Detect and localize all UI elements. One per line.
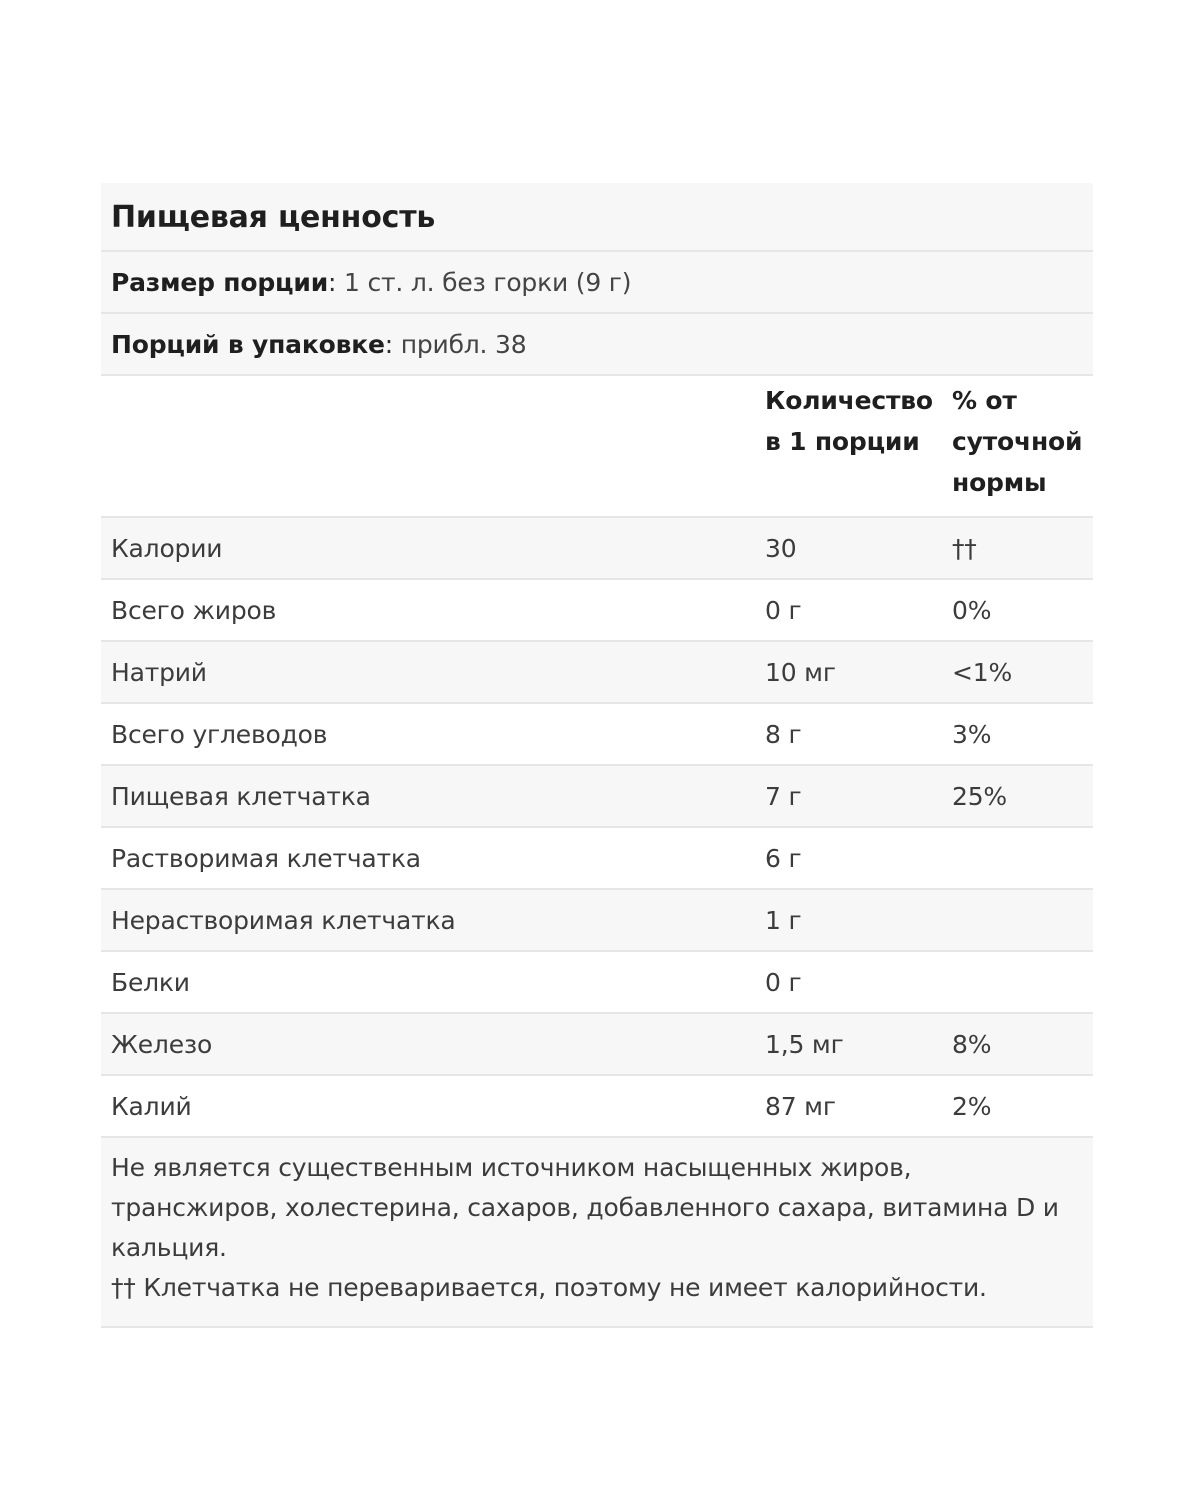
nutrient-daily-value: 0% bbox=[952, 595, 992, 625]
table-row bbox=[101, 1076, 1093, 1138]
serving-size-label: Размер порции bbox=[111, 267, 329, 297]
nutrient-daily-value: 8% bbox=[952, 1029, 992, 1059]
table-row bbox=[101, 890, 1093, 952]
table-row bbox=[101, 766, 1093, 828]
nutrient-name: Железо bbox=[111, 1029, 213, 1059]
column-header-amount: Количество в 1 порции bbox=[765, 386, 933, 456]
nutrient-amount: 30 bbox=[765, 533, 797, 563]
nutrient-amount: 0 г bbox=[765, 595, 802, 625]
footnote-block bbox=[101, 1138, 1093, 1328]
nutrient-amount: 8 г bbox=[765, 719, 802, 749]
serving-size-row: Размер порции : 1 ст. л. без горки (9 г) bbox=[101, 252, 1093, 314]
nutrition-facts-table bbox=[101, 183, 1093, 1328]
servings-per-container-value: прибл. 38 bbox=[400, 329, 527, 359]
nutrient-daily-value: 25% bbox=[952, 781, 1007, 811]
table-row bbox=[101, 1014, 1093, 1076]
nutrient-daily-value: 3% bbox=[952, 719, 992, 749]
nutrient-name: Растворимая клетчатка bbox=[111, 843, 421, 873]
nutrient-daily-value: †† bbox=[952, 533, 977, 563]
servings-per-container-label: Порций в упаковке bbox=[111, 329, 385, 359]
footnote-not-significant-source: Не является существенным источником насыщенных жиров, трансжиров, холестерина, сахаров, добавленного сахара, витамина D и кальция. bbox=[111, 1153, 1059, 1262]
table-row bbox=[101, 952, 1093, 1014]
footnote-fiber-calories: †† Клетчатка не переваривается, поэтому не имеет калорийности. bbox=[111, 1273, 987, 1302]
table-title: Пищевая ценность bbox=[101, 183, 1093, 252]
nutrient-amount: 7 г bbox=[765, 781, 802, 811]
table-row bbox=[101, 828, 1093, 890]
nutrient-name: Нерастворимая клетчатка bbox=[111, 905, 456, 935]
table-row bbox=[101, 642, 1093, 704]
column-header-row bbox=[101, 376, 1093, 518]
servings-per-container-row: Порций в упаковке : прибл. 38 bbox=[101, 314, 1093, 376]
nutrient-name: Пищевая клетчатка bbox=[111, 781, 371, 811]
nutrient-daily-value: 2% bbox=[952, 1091, 992, 1121]
nutrient-name: Всего жиров bbox=[111, 595, 277, 625]
nutrient-amount: 87 мг bbox=[765, 1091, 836, 1121]
nutrient-name: Белки bbox=[111, 967, 190, 997]
table-row bbox=[101, 518, 1093, 580]
serving-size-value: 1 ст. л. без горки (9 г) bbox=[344, 267, 632, 297]
nutrient-name: Натрий bbox=[111, 657, 207, 687]
nutrient-amount: 0 г bbox=[765, 967, 802, 997]
nutrient-amount: 1,5 мг bbox=[765, 1029, 844, 1059]
table-row bbox=[101, 580, 1093, 642]
nutrient-name: Калий bbox=[111, 1091, 192, 1121]
nutrient-name: Калории bbox=[111, 533, 223, 563]
nutrient-daily-value: <1% bbox=[952, 657, 1013, 687]
table-row bbox=[101, 704, 1093, 766]
nutrient-name: Всего углеводов bbox=[111, 719, 328, 749]
column-header-daily-value: % от суточной нормы bbox=[952, 386, 1083, 497]
nutrient-amount: 10 мг bbox=[765, 657, 836, 687]
nutrient-amount: 6 г bbox=[765, 843, 802, 873]
nutrient-amount: 1 г bbox=[765, 905, 802, 935]
